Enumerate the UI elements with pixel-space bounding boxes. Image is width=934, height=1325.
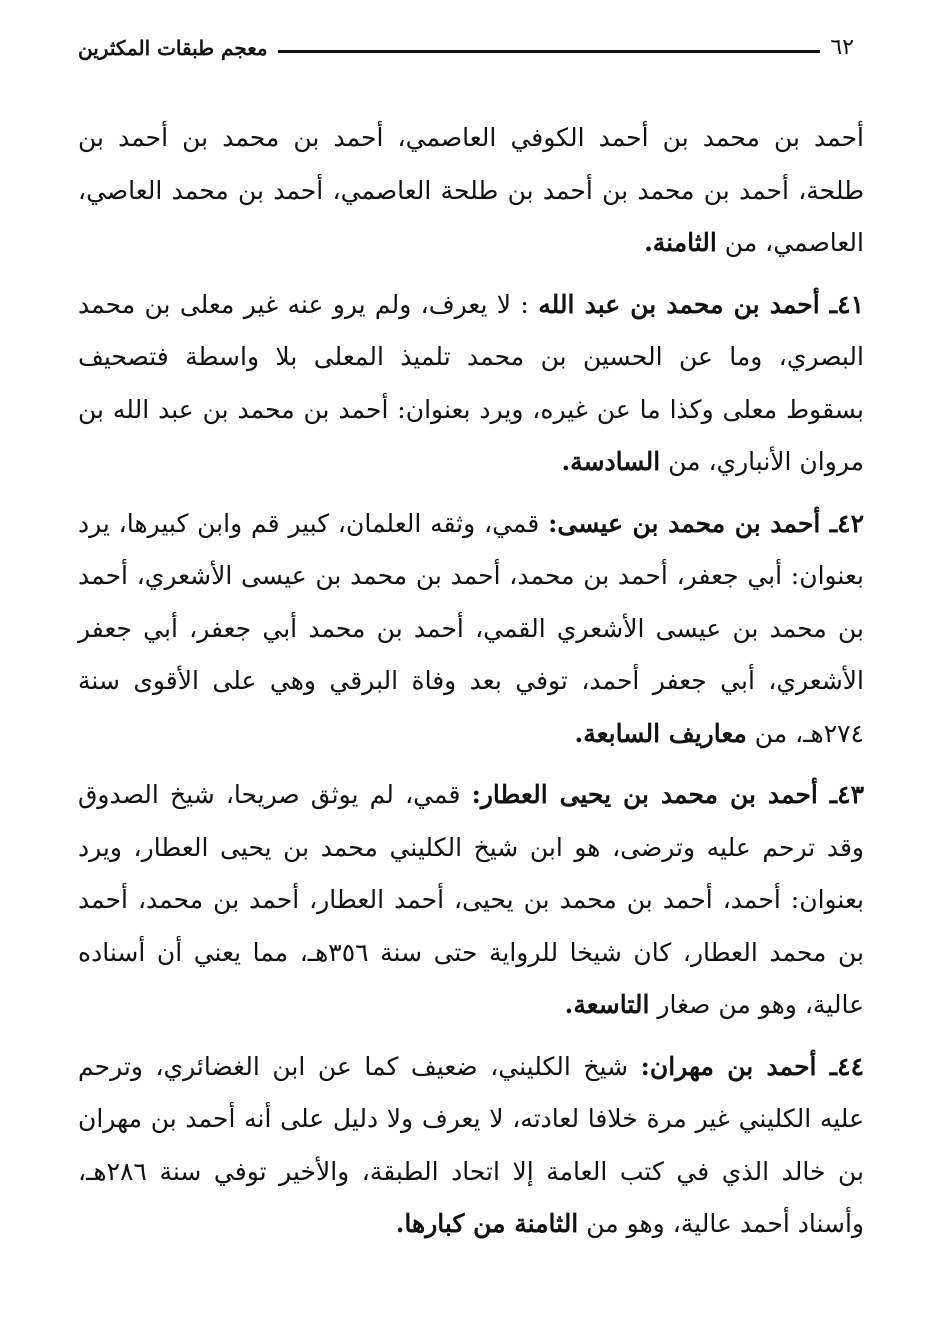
entry-44 bbox=[78, 1041, 864, 1251]
entry-tier: الثامنة. bbox=[644, 228, 717, 257]
entry-number: ٤١ـ bbox=[819, 289, 864, 319]
entry-name: أحمد بن محمد بن عيسى: bbox=[548, 508, 821, 538]
entry-42 bbox=[78, 498, 864, 761]
header-rule bbox=[278, 50, 821, 53]
paragraph-continuation bbox=[78, 112, 864, 270]
running-header bbox=[78, 30, 854, 66]
entry-number: ٤٣ـ bbox=[817, 780, 864, 809]
entry-41 bbox=[78, 279, 864, 489]
entry-tier: التاسعة. bbox=[564, 990, 650, 1019]
entry-name: أحمد بن محمد بن عبد الله bbox=[538, 289, 820, 319]
page-number: ٦٢ bbox=[830, 35, 854, 60]
book-title: معجم طبقات المكثرين bbox=[78, 36, 268, 60]
entry-name: أحمد بن محمد بن يحيى العطار: bbox=[471, 780, 818, 809]
entry-name: أحمد بن مهران: bbox=[640, 1051, 817, 1081]
entry-tier: الثامنة من كبارها. bbox=[395, 1209, 579, 1238]
entry-text: قمي، وثقه العلمان، كبير قم وابن كبيرها، يرد بعنوان: أبي جعفر، أحمد بن محمد، أحمد بن محمد بن عيسى الأشعري، أحمد بن محمد بن عيسى الأشعري القمي، أحمد بن محمد أبي جعفر، أبي جعفر الأشعري، أبي جعفر أحمد، توفي بعد وفاة البرقي وهي على الأقوى سنة ٢٧٤هـ، من bbox=[78, 508, 864, 748]
entry-43 bbox=[78, 769, 864, 1032]
entry-text: أحمد بن محمد بن أحمد الكوفي العاصمي، أحمد بن محمد بن أحمد بن طلحة، أحمد بن محمد بن أحمد بن طلحة العاصمي، أحمد بن محمد العاصي، العاصمي، من bbox=[78, 123, 864, 257]
entry-tier: معاريف السابعة. bbox=[574, 718, 747, 748]
page-body bbox=[78, 112, 864, 1260]
entry-number: ٤٢ـ bbox=[820, 508, 865, 538]
entry-text: شيخ الكليني، ضعيف كما عن ابن الغضائري، وترحم عليه الكليني غير مرة خلافا لعادته، لا يعرف ولا دليل على أنه أحمد بن مهران بن خالد الذي في كتب العامة إلا اتحاد الطبقة، والأخير توفي سنة ٢٨٦هـ، وأسناد أحمد عالية، وهو من bbox=[78, 1051, 864, 1238]
entry-text: قمي، لم يوثق صريحا، شيخ الصدوق وقد ترحم عليه وترضى، هو ابن شيخ الكليني محمد بن يحيى العطار، ويرد بعنوان: أحمد، أحمد بن محمد بن يحيى، أحمد العطار، أحمد بن محمد، أحمد بن محمد العطار، كان شيخا للرواية حتى سنة ٣٥٦هـ، مما يعني أن أسناده عالية، وهو من صغار bbox=[78, 780, 864, 1019]
entry-number: ٤٤ـ bbox=[816, 1051, 864, 1081]
entry-tier: السادسة. bbox=[561, 447, 661, 476]
entry-text: : لا يعرف، ولم يرو عنه غير معلى بن محمد البصري، وما عن الحسين بن محمد تلميذ المعلى بلا واسطة فتصحيف بسقوط معلى وكذا ما عن غيره، ويرد بعنوان: أحمد بن محمد بن عبد الله بن مروان الأنباري، من bbox=[78, 289, 864, 476]
